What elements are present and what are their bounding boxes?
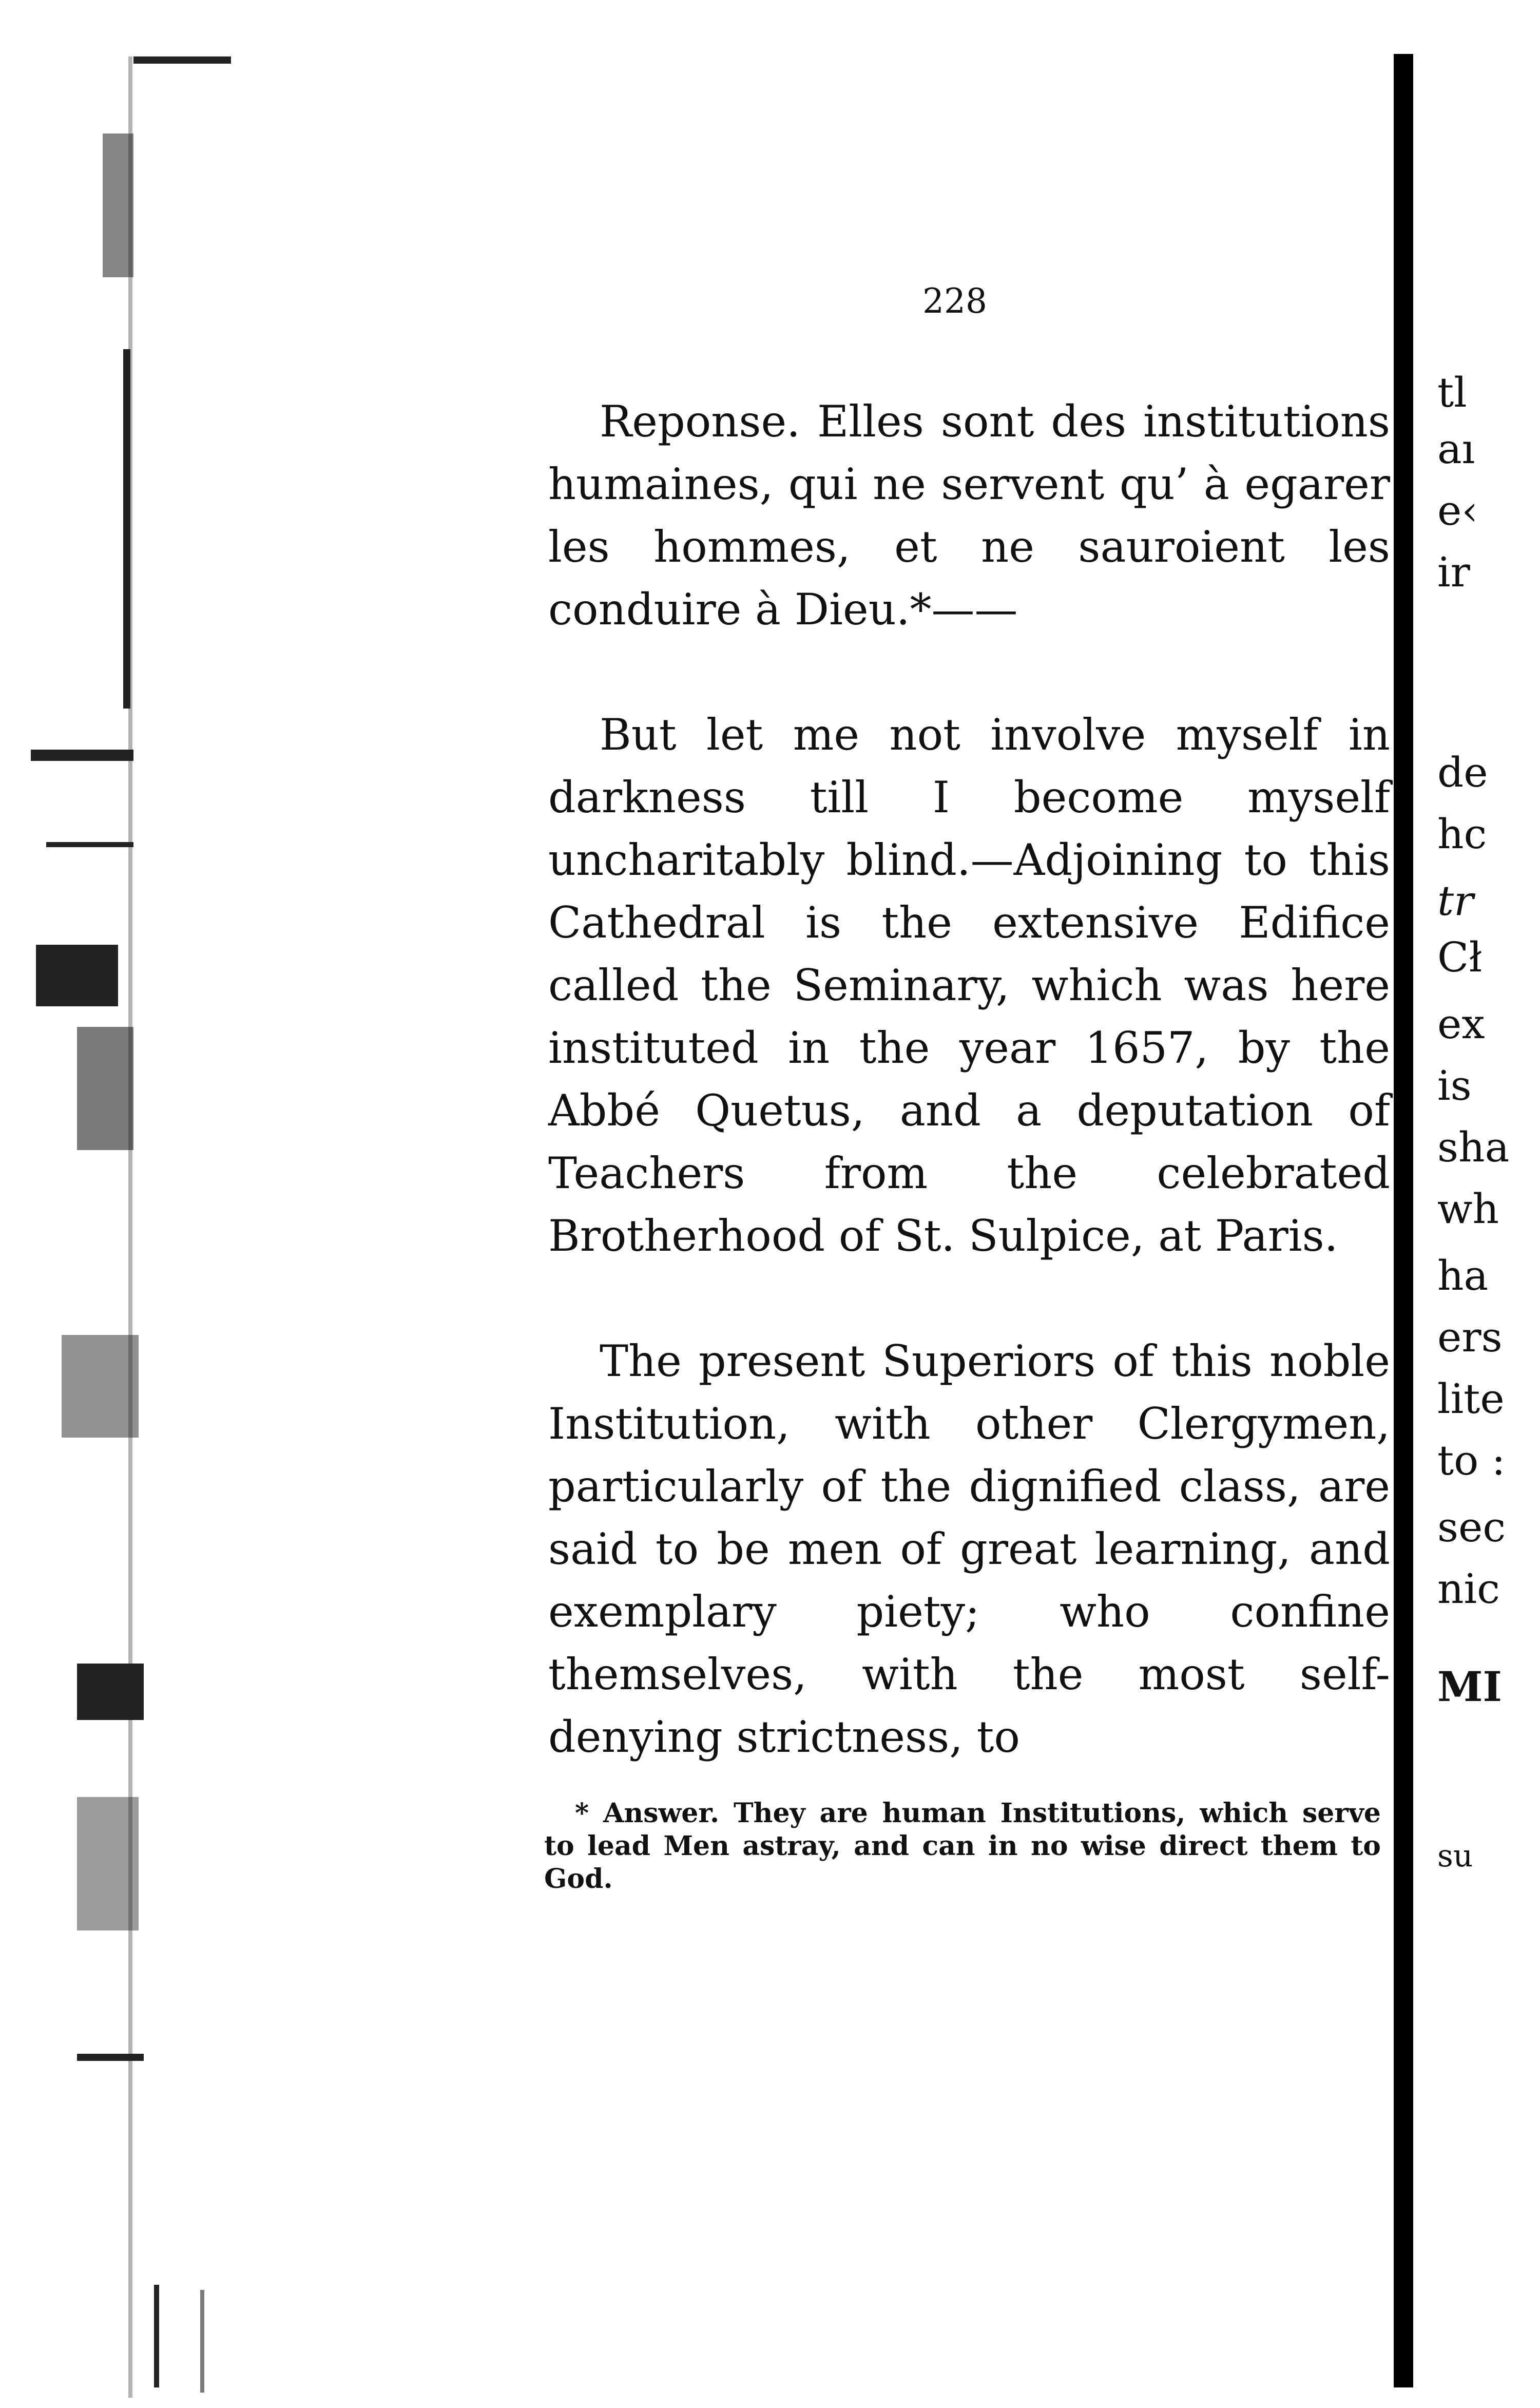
facing-fragment: sec xyxy=(1437,1503,1506,1551)
book-spine-shadow xyxy=(1394,54,1413,2387)
facing-fragment: MI xyxy=(1437,1662,1502,1711)
facing-fragment: hc xyxy=(1437,810,1487,858)
paragraph-french-response: Reponse. Elles sont des institutions humaines, qui ne servent qu’ à egarer les hommes, et ne sauroient les conduire à Dieu.*—— xyxy=(548,396,1390,635)
facing-fragment: e‹ xyxy=(1437,487,1478,534)
facing-fragment: ex xyxy=(1437,1000,1485,1048)
facing-fragment: ha xyxy=(1437,1252,1489,1299)
facing-page-fragment xyxy=(1437,0,1540,2408)
facing-fragment: sha xyxy=(1437,1123,1510,1171)
facing-fragment: tr xyxy=(1437,877,1474,925)
facing-fragment: wh xyxy=(1437,1185,1499,1233)
body-text xyxy=(548,390,1390,1831)
footnote-text: * Answer. They are human Institutions, which serve to lead Men astray, and can in no wise direct them to God. xyxy=(544,1798,1381,1895)
facing-fragment: su xyxy=(1437,1838,1473,1874)
facing-fragment: lite xyxy=(1437,1375,1505,1423)
facing-fragment: nic xyxy=(1437,1565,1500,1613)
footnote xyxy=(544,1797,1381,1896)
facing-fragment: to : xyxy=(1437,1437,1506,1484)
page-number: 228 xyxy=(922,281,987,321)
facing-fragment: is xyxy=(1437,1062,1472,1110)
facing-fragment: ers xyxy=(1437,1313,1503,1361)
facing-fragment: de xyxy=(1437,749,1488,796)
paragraph-superiors: The present Superiors of this noble Institution, with other Clergymen, particularly of the dignified class, are said to be men of great learning, and exemplary piety; who confine themselves, with the most self-denying strictness, to xyxy=(548,1336,1390,1762)
facing-fragment: aı xyxy=(1437,425,1475,473)
facing-fragment: Cł xyxy=(1437,933,1483,981)
facing-fragment: tl xyxy=(1437,369,1467,416)
scan-gutter-left xyxy=(0,0,216,2408)
facing-fragment: ir xyxy=(1437,548,1470,596)
paragraph-seminary: But let me not involve myself in darkness till I become myself uncharitably blind.—Adjoining to this Cathedral is the extensive Edifice called the Seminary, which was here instituted in the year 1657, by the Abbé Quetus, and a deputation of Teachers from the celebrated Brotherhood of St. Sulpice, at Paris. xyxy=(548,710,1390,1261)
